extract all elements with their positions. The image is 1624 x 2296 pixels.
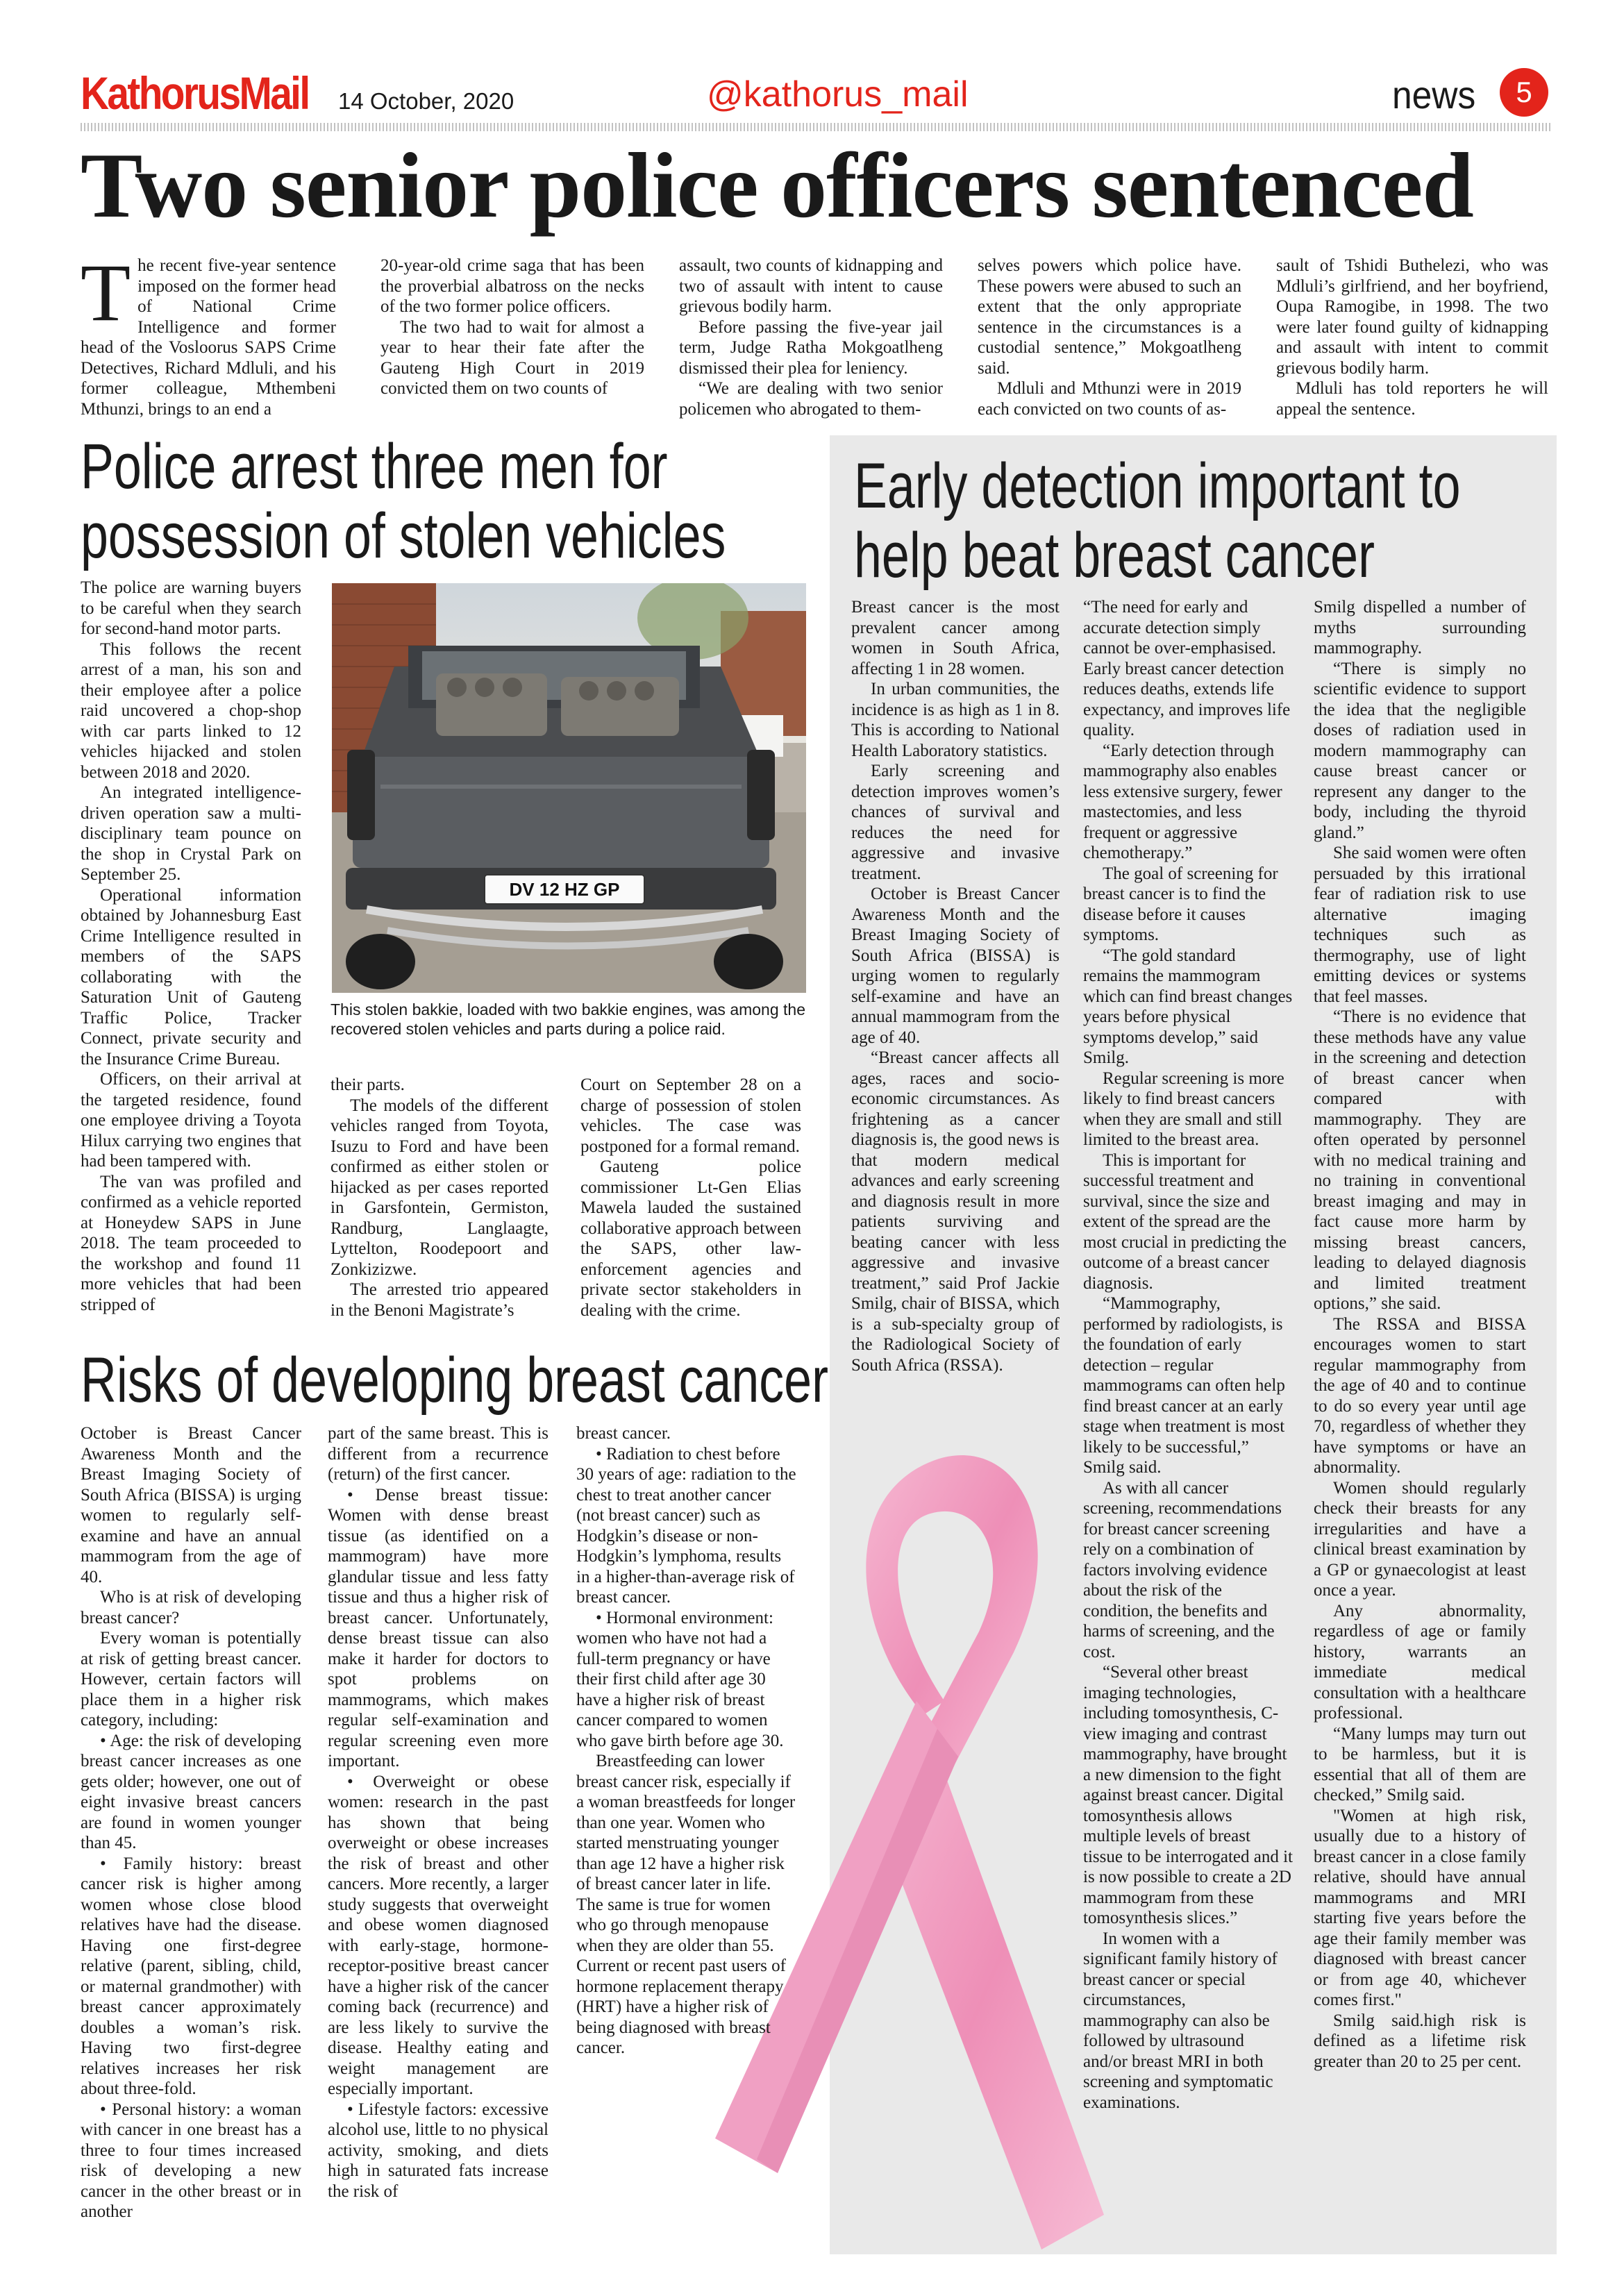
paragraph: Mdluli has told reporters he will appeal the sentence. — [1276, 379, 1548, 419]
paragraph: sault of Tshidi Buthelezi, who was Mdluli’s girlfriend, and her boyfriend, Oupa Ramogibe, in 1998. The two were later found guilty of kidnapping and assault with intent to commit grievous bodily harm. — [1276, 256, 1548, 378]
paragraph: their parts. — [330, 1075, 405, 1094]
paragraph: “There is simply no scientific evidence to support the idea that the negligible doses of radiation used in modern mammography can cause breast cancer or represent any danger to the body, including the thyroid gland.” — [1314, 659, 1526, 842]
article2-column-1 — [81, 578, 301, 1315]
paragraph: “The gold standard remains the mammogram which can find breast changes years before physical symptoms develop,” said Smilg. — [1083, 946, 1293, 1067]
article4-column-1 — [851, 597, 1060, 1375]
paragraph: • Radiation to chest before 30 years of age: radiation to the chest to treat another cancer (not breast cancer) such as Hodgkin’s disease or non-Hodgkin’s lymphoma, results in a higher-than-average risk of breast cancer. — [576, 1444, 796, 1607]
paragraph: As with all cancer screening, recommendations for breast cancer screening rely on a combination of factors involving evidence about the risk of the condition, the benefits and harms of screening, and the cost. — [1083, 1478, 1282, 1661]
section-label: news — [1392, 73, 1476, 117]
paragraph: Breast cancer is the most prevalent cancer among women in South Africa, affecting 1 in 28 women. — [851, 598, 1060, 678]
paragraph: • Dense breast tissue: Women with dense breast tissue (as identified on a mammogram) have more glandular tissue and less fatty tissue and thus a higher risk of breast cancer. Unfortunately, dense breast tissue can also make it harder for doctors to spot problems on mammograms, which makes regular self-examination and regular screening even more important. — [328, 1485, 549, 1770]
paragraph: In urban communities, the incidence is as high as 1 in 8. This is according to National Health Laboratory statistics. — [851, 680, 1060, 760]
paragraph: selves powers which police have. These powers were abused to such an extent that the only appropriate sentence in the circumstances is a custodial sentence,” Mokgoatlheng said. — [978, 256, 1241, 378]
paragraph: “We are dealing with two senior policemen who abrogated to them- — [679, 379, 943, 419]
paragraph: “Mammography, performed by radiologists, is the foundation of early detection – regular mammograms can often help find breast cancer at an early stage when treatment is most likely to be successful,” Smilg said. — [1083, 1294, 1285, 1477]
paragraph: She said women were often persuaded by this irrational fear of radiation risk to use alternative imaging techniques such as thermography, use of light emitting devices or systems that feel masses. — [1314, 844, 1526, 1006]
dropcap: T — [81, 247, 131, 338]
paragraph: “Several other breast imaging technologies, including tomosynthesis, C-view imaging and contrast mammography, have brought a new dimension to the fight against breast cancer. Digital tomosynthesis allows multiple levels of breast tissue to be interrogated and it is now possible to create a 2D mammogram from these tomosynthesis slices.” — [1083, 1663, 1294, 1927]
paragraph: Mdluli and Mthunzi were in 2019 each convicted on two counts of as- — [978, 379, 1241, 419]
paragraph: • Lifestyle factors: excessive alcohol use, little to no physical activity, smoking, and diets high in saturated fats increase the risk of — [328, 2100, 549, 2201]
article3-column-2 — [328, 1423, 549, 2202]
photo-caption: This stolen bakkie, loaded with two bakkie engines, was among the recovered stolen vehicles and parts during a police raid. — [330, 1000, 806, 1038]
paragraph: Before passing the five-year jail term, Judge Ratha Mokgoatlheng dismissed their plea for leniency. — [679, 317, 943, 378]
paragraph: This follows the recent arrest of a man, his son and their employee after a police raid uncovered a chop-shop with car parts linked to 12 vehicles hijacked and stolen between 2018 and 2020. — [81, 639, 301, 782]
paragraph: Smilg dispelled a number of myths surrounding mammography. — [1314, 598, 1526, 657]
paragraph: “Breast cancer affects all ages, races and socio-economic circumstances. As frightening as a cancer diagnosis is, the good news is that modern medical advances and early screening and diagnosis result in more patients surviving and beating cancer with less aggressive and invasive treatment,” said Prof Jackie Smilg, chair of BISSA, which is a sub-specialty group of the Radiological Society of South Africa (RSSA). — [851, 1048, 1060, 1375]
article2-column-2 — [330, 1075, 549, 1321]
paragraph: "Women at high risk, usually due to a history of breast cancer in a close family relative, should have annual mammograms and MRI starting five years before the age their family member was diagnosed with breast cancer or from age 40, whichever comes first." — [1314, 1806, 1526, 2009]
article3-column-3 — [576, 1423, 797, 2059]
paragraph: 20-year-old crime saga that has been the proverbial albatross on the necks of the two former police officers. — [380, 256, 644, 316]
paragraph: “There is no evidence that these methods have any value in the screening and detection of breast cancer when compared with mammography. They are often operated by personnel with no medical training and no training in conventional breast imaging and may in fact cause more harm by missing breast cancers, leading to delayed diagnosis and limited treatment options,” she said. — [1314, 1007, 1526, 1313]
paragraph: “The need for early and accurate detection simply cannot be over-emphasised. Early breast cancer detection reduces deaths, extends life expectancy, and improves life quality. — [1083, 598, 1291, 739]
article4-column-2 — [1083, 597, 1293, 2113]
paragraph: The RSSA and BISSA encourages women to start regular mammography from the age of 40 and to continue to do so every year until age 70, regardless of whether they have symptoms or have an abnormality. — [1314, 1314, 1526, 1477]
paragraph: Any abnormality, regardless of age or family history, warrants an immediate medical consultation with a healthcare professional. — [1314, 1601, 1526, 1723]
article4-column-3 — [1314, 597, 1526, 2072]
paragraph: • Personal history: a woman with cancer in one breast has a three to four times increased risk of developing a new cancer in the other breast or in another — [81, 2100, 301, 2221]
paragraph: • Hormonal environment: women who have not had a full-term pregnancy or have their first child after age 30 have a higher risk of breast cancer compared to women who gave birth before age 30. — [576, 1608, 784, 1750]
paragraph: The van was profiled and confirmed as a vehicle reported at Honeydew SAPS in June 2018. The team proceeded to the workshop and found 11 more vehicles that had been stripped of — [81, 1172, 301, 1314]
paragraph: October is Breast Cancer Awareness Month and the Breast Imaging Society of South Africa (BISSA) is urging women to regularly self-examine and have an annual mammogram from the age of 40. — [851, 885, 1060, 1047]
paragraph: • Age: the risk of developing breast cancer increases as one gets older; however, one out of eight invasive breast cancers are found in women younger than 45. — [81, 1731, 301, 1852]
paragraph: Women should regularly check their breasts for any irregularities and have a clinical breast examination by a GP or gynaecologist at least once a year. — [1314, 1478, 1526, 1600]
article2-column-3 — [580, 1075, 801, 1321]
article3-column-1 — [81, 1423, 301, 2222]
article2-headline-line2: possession of stolen vehicles — [81, 501, 726, 571]
bakkie-illustration — [332, 583, 806, 993]
paragraph: “Many lumps may turn out to be harmless, but it is essential that all of them are checked,” Smilg said. — [1314, 1724, 1526, 1804]
article2-headline-line1: Police arrest three men for — [81, 431, 668, 502]
paragraph: Early screening and detection improves women’s chances of survival and reduces the need for aggressive and invasive treatment. — [851, 762, 1060, 883]
paragraph: This is important for successful treatment and survival, since the size and extent of the spread are the most crucial in predicting the outcome of a breast cancer diagnosis. — [1083, 1150, 1287, 1293]
stolen-bakkie-photo — [332, 583, 806, 993]
paragraph: Every woman is potentially at risk of getting breast cancer. However, certain factors will place them in a higher risk category, including: — [81, 1629, 301, 1729]
masthead-divider — [81, 123, 1552, 131]
paragraph: assault, two counts of kidnapping and two of assault with intent to cause grievous bodily harm. — [679, 256, 943, 316]
paragraph: The models of the different vehicles ranged from Toyota, Isuzu to Ford and have been confirmed as either stolen or hijacked as per cases reported in Garsfontein, Germiston, Randburg, Langlaagte, Lyttelton, Roodepoort and Zonkizizwe. — [330, 1096, 549, 1279]
paragraph: Court on September 28 on a charge of possession of stolen vehicles. The case was postponed for a formal remand. — [580, 1075, 801, 1156]
paragraph: Regular screening is more likely to find breast cancers when they are small and still limited to the breast area. — [1083, 1069, 1284, 1149]
paragraph: The arrested trio appeared in the Benoni Magistrate’s — [330, 1280, 549, 1320]
article1-column-5 — [1276, 255, 1548, 419]
article4-headline-line1: Early detection important to — [854, 451, 1461, 521]
article1-column-1 — [81, 247, 336, 419]
paragraph: breast cancer. — [576, 1424, 671, 1443]
article1-headline: Two senior police officers sentenced — [81, 134, 1473, 237]
issue-date: 14 October, 2020 — [338, 88, 514, 114]
paragraph: An integrated intelligence-driven operation saw a multi-disciplinary team pounce on the shop in Crystal Park on September 25. — [81, 783, 301, 884]
paragraph: • Overweight or obese women: research in the past has shown that being overweight or obese increases the risk of breast and other cancers. More recently, a larger study suggests that overweight and obese women diagnosed with early-stage, hormone-receptor-positive breast cancer have a higher risk of the cancer coming back (recurrence) and are less likely to survive the disease. Healthy eating and weight management are especially important. — [328, 1772, 549, 2098]
social-handle: @kathorus_mail — [707, 74, 969, 115]
paragraph: Smilg said.high risk is defined as a lifetime risk greater than 20 to 25 per cent. — [1314, 2011, 1526, 2071]
paragraph: The goal of screening for breast cancer is to find the disease before it causes symptoms. — [1083, 864, 1278, 944]
paragraph: Operational information obtained by Johannesburg East Crime Intelligence resulted in members of the SAPS collaborating with the Saturation Unit of Gauteng Traffic Police, Tracker Connect, private security and the Insurance Crime Bureau. — [81, 885, 301, 1069]
paragraph: Gauteng police commissioner Lt-Gen Elias Mawela lauded the sustained collaborative approach between the SAPS, other law-enforcement agencies and private sector stakeholders in dealing with the crime. — [580, 1157, 801, 1320]
paragraph: In women with a significant family history of breast cancer or special circumstances, mammography can also be followed by ultrasound and/or breast MRI in both screening and symptomatic examinations. — [1083, 1929, 1278, 2112]
paragraph: Breastfeeding can lower breast cancer risk, especially if a woman breastfeeds for longer than one year. Women who started menstruating younger than age 12 have a higher risk of breast cancer later in life. The same is true for women who go through menopause when they are older than 55. Current or recent past users of hormone replacement therapy (HRT) have a higher risk of being diagnosed with breast cancer. — [576, 1752, 796, 2057]
paragraph: Officers, on their arrival at the targeted residence, found one employee driving a Toyota Hilux carrying two engines that had been tampered with. — [81, 1070, 301, 1171]
article1-column-4 — [978, 255, 1241, 419]
paragraph: “Early detection through mammography also enables less extensive surgery, fewer mastectomies, and less frequent or aggressive chemotherapy.” — [1083, 741, 1282, 862]
masthead-logo: KathorusMail — [81, 67, 309, 119]
paragraph: part of the same breast. This is different from a recurrence (return) of the first cancer. — [328, 1424, 549, 1484]
paragraph: he recent five-year sentence imposed on the former head of National Crime Intelligence and former head of the Vosloorus SAPS Crime Detectives, Richard Mdluli, and his former colleague, Mthembeni Mthunzi, brings to an end a — [81, 256, 336, 419]
page-number-badge: 5 — [1500, 68, 1548, 117]
paragraph: October is Breast Cancer Awareness Month and the Breast Imaging Society of South Africa (BISSA) is urging women to regularly self-examine and have an annual mammogram from the age of 40. — [81, 1424, 301, 1586]
article1-column-2 — [380, 255, 644, 399]
article1-column-3 — [679, 255, 943, 419]
paragraph: The police are warning buyers to be careful when they search for second-hand motor parts. — [81, 578, 301, 638]
article3-headline: Risks of developing breast cancer — [81, 1345, 828, 1416]
article4-headline-line2: help beat breast cancer — [854, 520, 1375, 591]
paragraph: • Family history: breast cancer risk is higher among women whose close blood relatives have had the disease. Having one first-degree relative (parent, sibling, child, or maternal grandmother) with breast cancer approximately doubles a woman’s risk. Having two first-degree relatives increases her risk about three-fold. — [81, 1854, 301, 2098]
paragraph: Who is at risk of developing breast cancer? — [81, 1588, 301, 1627]
paragraph: The two had to wait for almost a year to hear their fate after the Gauteng High Court in 2019 convicted them on two counts of — [380, 317, 644, 398]
number-plate-text: DV 12 HZ GP — [509, 879, 620, 900]
